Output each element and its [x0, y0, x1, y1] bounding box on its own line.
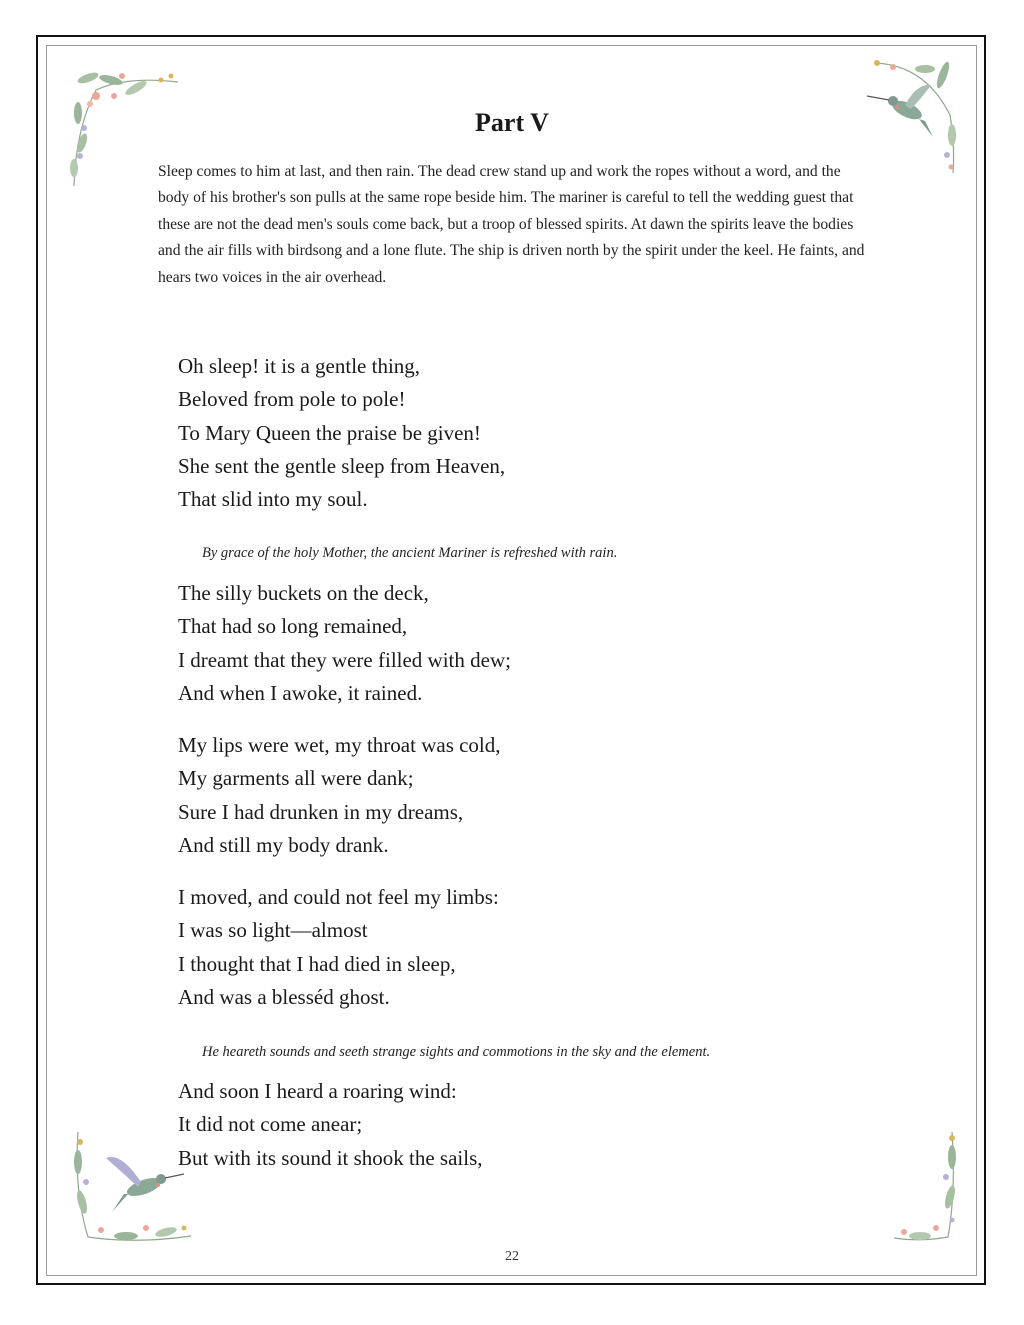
verse-line: I was so light—almost	[178, 918, 368, 943]
stanza-5	[178, 1075, 483, 1175]
verse-line: But with its sound it shook the sails,	[178, 1145, 483, 1170]
margin-gloss: He heareth sounds and seeth strange sights and commotions in the sky and the element.	[202, 1044, 711, 1060]
verse-line: She sent the gentle sleep from Heaven,	[178, 453, 506, 478]
verse-line: I thought that I had died in sleep,	[178, 951, 456, 976]
stanza-4	[178, 881, 499, 1014]
stanza-2	[178, 577, 511, 710]
verse-line: It did not come anear;	[178, 1112, 363, 1137]
stanza-3	[178, 729, 501, 862]
verse-line: And still my body drank.	[178, 832, 389, 857]
verse-line: I dreamt that they were filled with dew;	[178, 647, 511, 672]
verse-line: My garments all were dank;	[178, 766, 414, 791]
verse-line: Sure I had drunken in my dreams,	[178, 799, 464, 824]
part-heading: Part V	[475, 108, 549, 137]
verse-line: And was a blesséd ghost.	[178, 984, 390, 1009]
verse-line: Oh sleep! it is a gentle thing,	[178, 354, 421, 378]
page-number: 22	[505, 1249, 519, 1264]
margin-gloss: By grace of the holy Mother, the ancient Mariner is refreshed with rain.	[202, 545, 618, 561]
verse-line: To Mary Queen the praise be given!	[178, 420, 481, 445]
verse-line: That slid into my soul.	[178, 487, 368, 512]
verse-line: And when I awoke, it rained.	[178, 680, 423, 705]
verse-line: And soon I heard a roaring wind:	[178, 1079, 457, 1103]
verse-line: The silly buckets on the deck,	[178, 581, 429, 605]
verse-line: I moved, and could not feel my limbs:	[178, 885, 499, 909]
verse-line: My lips were wet, my throat was cold,	[178, 733, 501, 757]
floral-corner-bottom-right	[890, 1132, 965, 1247]
hummingbird-corner-bottom-left	[66, 1132, 196, 1247]
verse-line: That had so long remained,	[178, 614, 408, 639]
part-summary: Sleep comes to him at last, and then rain. The dead crew stand up and work the ropes without a word, and the body of his brother's son pulls at the same rope beside him. The mariner is careful to tell the wedding guest that these are not the dead men's souls come back, but a troop of blessed spirits. At dawn the spirits leave the bodies and the air fills with birdsong and a lone flute. The ship is driven north by the spirit under the keel. He faints, and hears two voices in the air overhead.	[158, 163, 865, 286]
verse-line: Beloved from pole to pole!	[178, 387, 406, 412]
stanza-1	[178, 350, 505, 516]
